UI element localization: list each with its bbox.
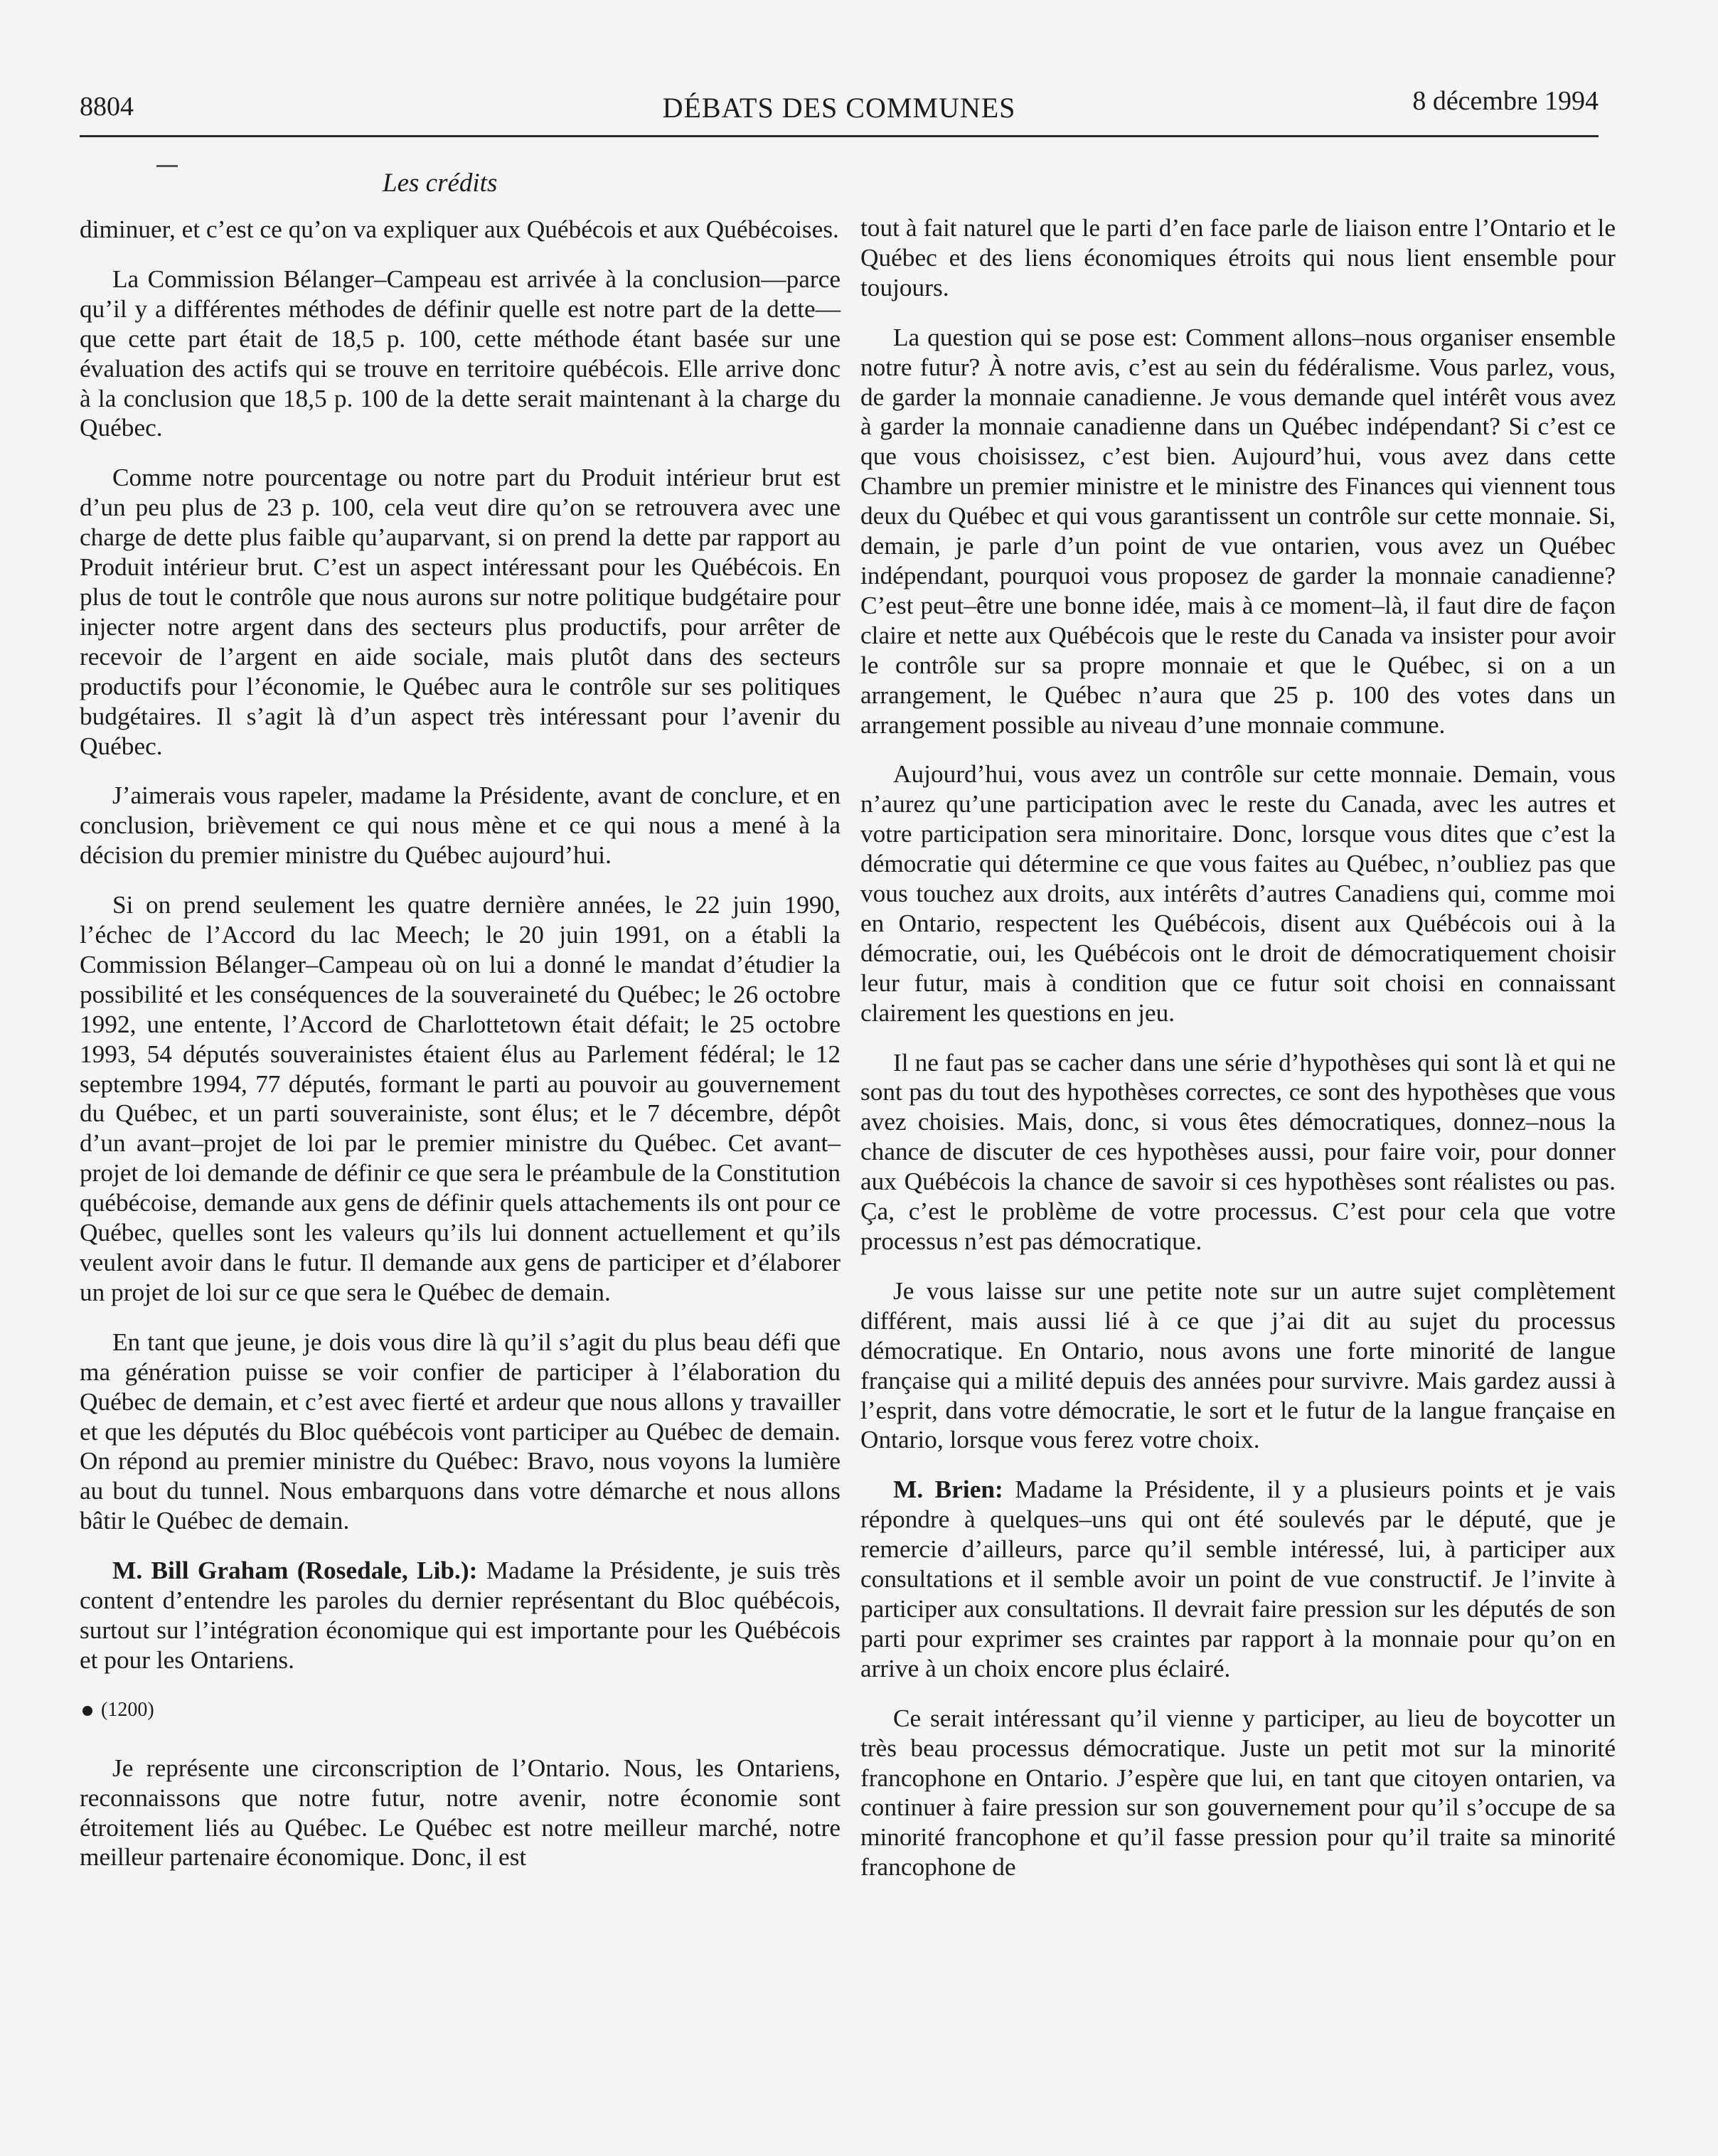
paragraph: Aujourd’hui, vous avez un contrôle sur cette monnaie. Demain, vous n’aurez qu’une participation avec le reste du Canada, avec les autres et votre participation sera minoritaire. Donc, lorsque vous dites que c’est la démocratie qui détermine ce que vous faites au Québec, n’oubliez pas que vous touchez aux droits, aux intérêts d’autres Canadiens qui, comme moi en Ontario, respectent les Québécois, disent aux Québécois oui à la démocratie, oui, les Québécois ont le droit de démocratiquement choisir leur futur, mais à condition que ce futur soit choisi en connaissant clairement les questions en jeu. xyxy=(860,760,1616,1027)
journal-title: DÉBATS DES COMMUNES xyxy=(662,92,1016,124)
bullet-icon xyxy=(82,1706,92,1716)
paragraph: tout à fait naturel que le parti d’en face parle de liaison entre l’Ontario et le Québec et des liens économiques étroits qui nous lient ensemble pour toujours. xyxy=(860,214,1616,301)
timestamp xyxy=(82,1695,841,1725)
paragraph: J’aimerais vous rapeler, madame la Présidente, avant de conclure, et en conclusion, brièvement ce qui nous mène et ce qui nous a mené à la décision du premier ministre du Québec aujourd’hui. xyxy=(80,781,841,870)
speech-paragraph xyxy=(860,1475,1616,1683)
section-title: Les crédits xyxy=(383,169,498,198)
paragraph: La Commission Bélanger–Campeau est arrivée à la conclusion—parce qu’il y a différentes méthodes de définir quelle est notre part de la dette—que cette part était de 18,5 p. 100, cette méthode étant basée sur une évaluation des actifs qui se trouve en territoire québécois. Elle arrive donc à la conclusion que 18,5 p. 100 de la dette serait maintenant à la charge du Québec. xyxy=(80,265,841,442)
paragraph: Je vous laisse sur une petite note sur un autre sujet complètement différent, mais aussi lié à ce que j’ai dit au sujet du processus démocratique. En Ontario, nous avons une forte minorité de langue française qui a milité depuis des années pour survivre. Mais gardez aussi à l’esprit, dans votre démocratie, le sort et le futur de la langue française en Ontario, lorsque vous ferez votre choix. xyxy=(860,1276,1616,1454)
paragraph: Si on prend seulement les quatre dernière années, le 22 juin 1990, l’échec de l’Accord du lac Meech; le 20 juin 1991, on a établi la Commission Bélanger–Campeau où on lui a donné le mandat d’étudier la possibilité et les conséquences de la souveraineté du Québec; le 26 octobre 1992, une entente, l’Accord de Charlottetown était défait; le 25 octobre 1993, 54 députés souverainistes étaient élus au Parlement fédéral; le 12 septembre 1994, 77 députés, formant le parti au pouvoir au gouvernement du Québec, et un parti souverainiste, sont élus; et le 7 décembre, dépôt d’un avant–projet de loi par le premier ministre du Québec. Cet avant–projet de loi demande de définir ce que sera le préambule de la Constitution québécoise, demande aux gens de définir quels attachements ils ont pour ce Québec, quelles sont les valeurs qu’ils lui donnent actuellement et qu’ils veulent avoir dans le futur. Il demande aux gens de participer et d’élaborer un projet de loi sur ce que sera le Québec de demain. xyxy=(80,891,841,1306)
paragraph: Je représente une circonscription de l’Ontario. Nous, les Ontariens, reconnaissons que notre futur, notre avenir, notre économie sont étroitement liés au Québec. Le Québec est notre meilleur marché, notre meilleur partenaire économique. Donc, il est xyxy=(80,1754,841,1872)
paragraph: La question qui se pose est: Comment allons–nous organiser ensemble notre futur? À notre avis, c’est au sein du fédéralisme. Vous parlez, vous, de garder la monnaie canadienne. Je vous demande quel intérêt vous avez à garder la monnaie canadienne dans un Québec indépendant? Si c’est ce que vous choisissez, c’est bien. Aujourd’hui, vous avez dans cette Chambre un premier ministre et le ministre des Finances qui viennent tous deux du Québec et qui vous garantissent un contrôle sur cette monnaie. Si, demain, je parle d’un point de vue ontarien, vous avez un Québec indépendant, pourquoi vous proposez de garder la monnaie canadienne? C’est peut–être une bonne idée, mais à ce moment–là, il faut dire de façon claire et nette aux Québécois que le reste du Canada va insister pour avoir le contrôle sur sa propre monnaie et que le Québec, si on a un arrangement, le Québec n’aura que 25 p. 100 des votes dans un arrangement possible au niveau d’une monnaie commune. xyxy=(860,323,1616,739)
paragraph: Il ne faut pas se cacher dans une série d’hypothèses qui sont là et qui ne sont pas du tout des hypothèses correctes, ce sont des hypothèses que vous avez choisies. Mais, donc, si vous êtes démocratiques, donnez–nous la chance de discuter de ces hypothèses aussi, pour faire voir, pour donner aux Québécois la chance de savoir si ces hypothèses sont réalistes ou pas. Ça, c’est le problème de votre processus. C’est pour cela que votre processus n’est pas démocratique. xyxy=(860,1048,1616,1255)
page-date: 8 décembre 1994 xyxy=(1412,86,1599,116)
page-header xyxy=(80,85,1599,137)
speech-paragraph xyxy=(80,1556,841,1675)
paragraph: En tant que jeune, je dois vous dire là qu’il s’agit du plus beau défi que ma génération puisse se voir confier de participer à l’élaboration du Québec de demain, et c’est avec fierté et ardeur que nous allons y travailler et que les députés du Bloc québécois vont participer au Québec de demain. On répond au premier ministre du Québec: Bravo, nous voyons la lumière au bout du tunnel. Nous embarquons dans votre démarche et nous allons bâtir le Québec de demain. xyxy=(80,1328,841,1535)
paragraph: Ce serait intéressant qu’il vienne y participer, au lieu de boycotter un très beau processus démocratique. Juste un petit mot sur la minorité francophone en Ontario. J’espère que lui, en tant que citoyen ontarien, va continuer à faire pression sur son gouvernement pour qu’il s’occupe de sa minorité francophone et qu’il fasse pression pour qu’il traite sa minorité francophone de xyxy=(860,1704,1616,1882)
scan-mark xyxy=(156,165,178,167)
speaker-name: M. Brien: xyxy=(893,1475,1003,1504)
speaker-name: M. Bill Graham (Rosedale, Lib.): xyxy=(112,1557,478,1585)
paragraph: diminuer, et c’est ce qu’on va expliquer aux Québécois et aux Québécoises. xyxy=(80,215,839,243)
speech-text: Madame la Présidente, il y a plusieurs points et je vais répondre à quelques–uns qui ont été soulevés par le député, que je remercie d’ailleurs, parce qu’il semble intéressé, lui, à participer aux consultations et il semble avoir un point de vue constructif. Je l’invite à participer aux consultations. Il devrait faire pression sur les députés de son parti pour exprimer ses craintes par rapport à la monnaie pour qu’on en arrive à un choix encore plus éclairé. xyxy=(860,1475,1616,1682)
timestamp-text: (1200) xyxy=(101,1698,154,1721)
page-number: 8804 xyxy=(80,92,134,122)
speech-text: Madame la Présidente, je suis très content d’entendre les paroles du dernier représentant du Bloc québécois, surtout sur l’intégration économique qui est importante pour les Québécois et pour les Ontariens. xyxy=(80,1557,841,1674)
paragraph: Comme notre pourcentage ou notre part du Produit intérieur brut est d’un peu plus de 23 p. 100, cela veut dire qu’on se retrouvera avec une charge de dette plus faible qu’auparvant, si on prend la dette par rapport au Produit intérieur brut. C’est un aspect intéressant pour les Québécois. En plus de tout le contrôle que nous aurons sur notre politique budgétaire pour injecter notre argent dans des secteurs plus productifs, pour arrêter de recevoir de l’argent en aide sociale, mais plutôt dans des secteurs productifs pour l’économie, le Québec aura le contrôle sur ses politiques budgétaires. Il s’agit là d’un aspect très intéressant pour l’avenir du Québec. xyxy=(80,464,841,760)
right-column xyxy=(860,213,1616,1902)
left-column xyxy=(80,215,841,1892)
